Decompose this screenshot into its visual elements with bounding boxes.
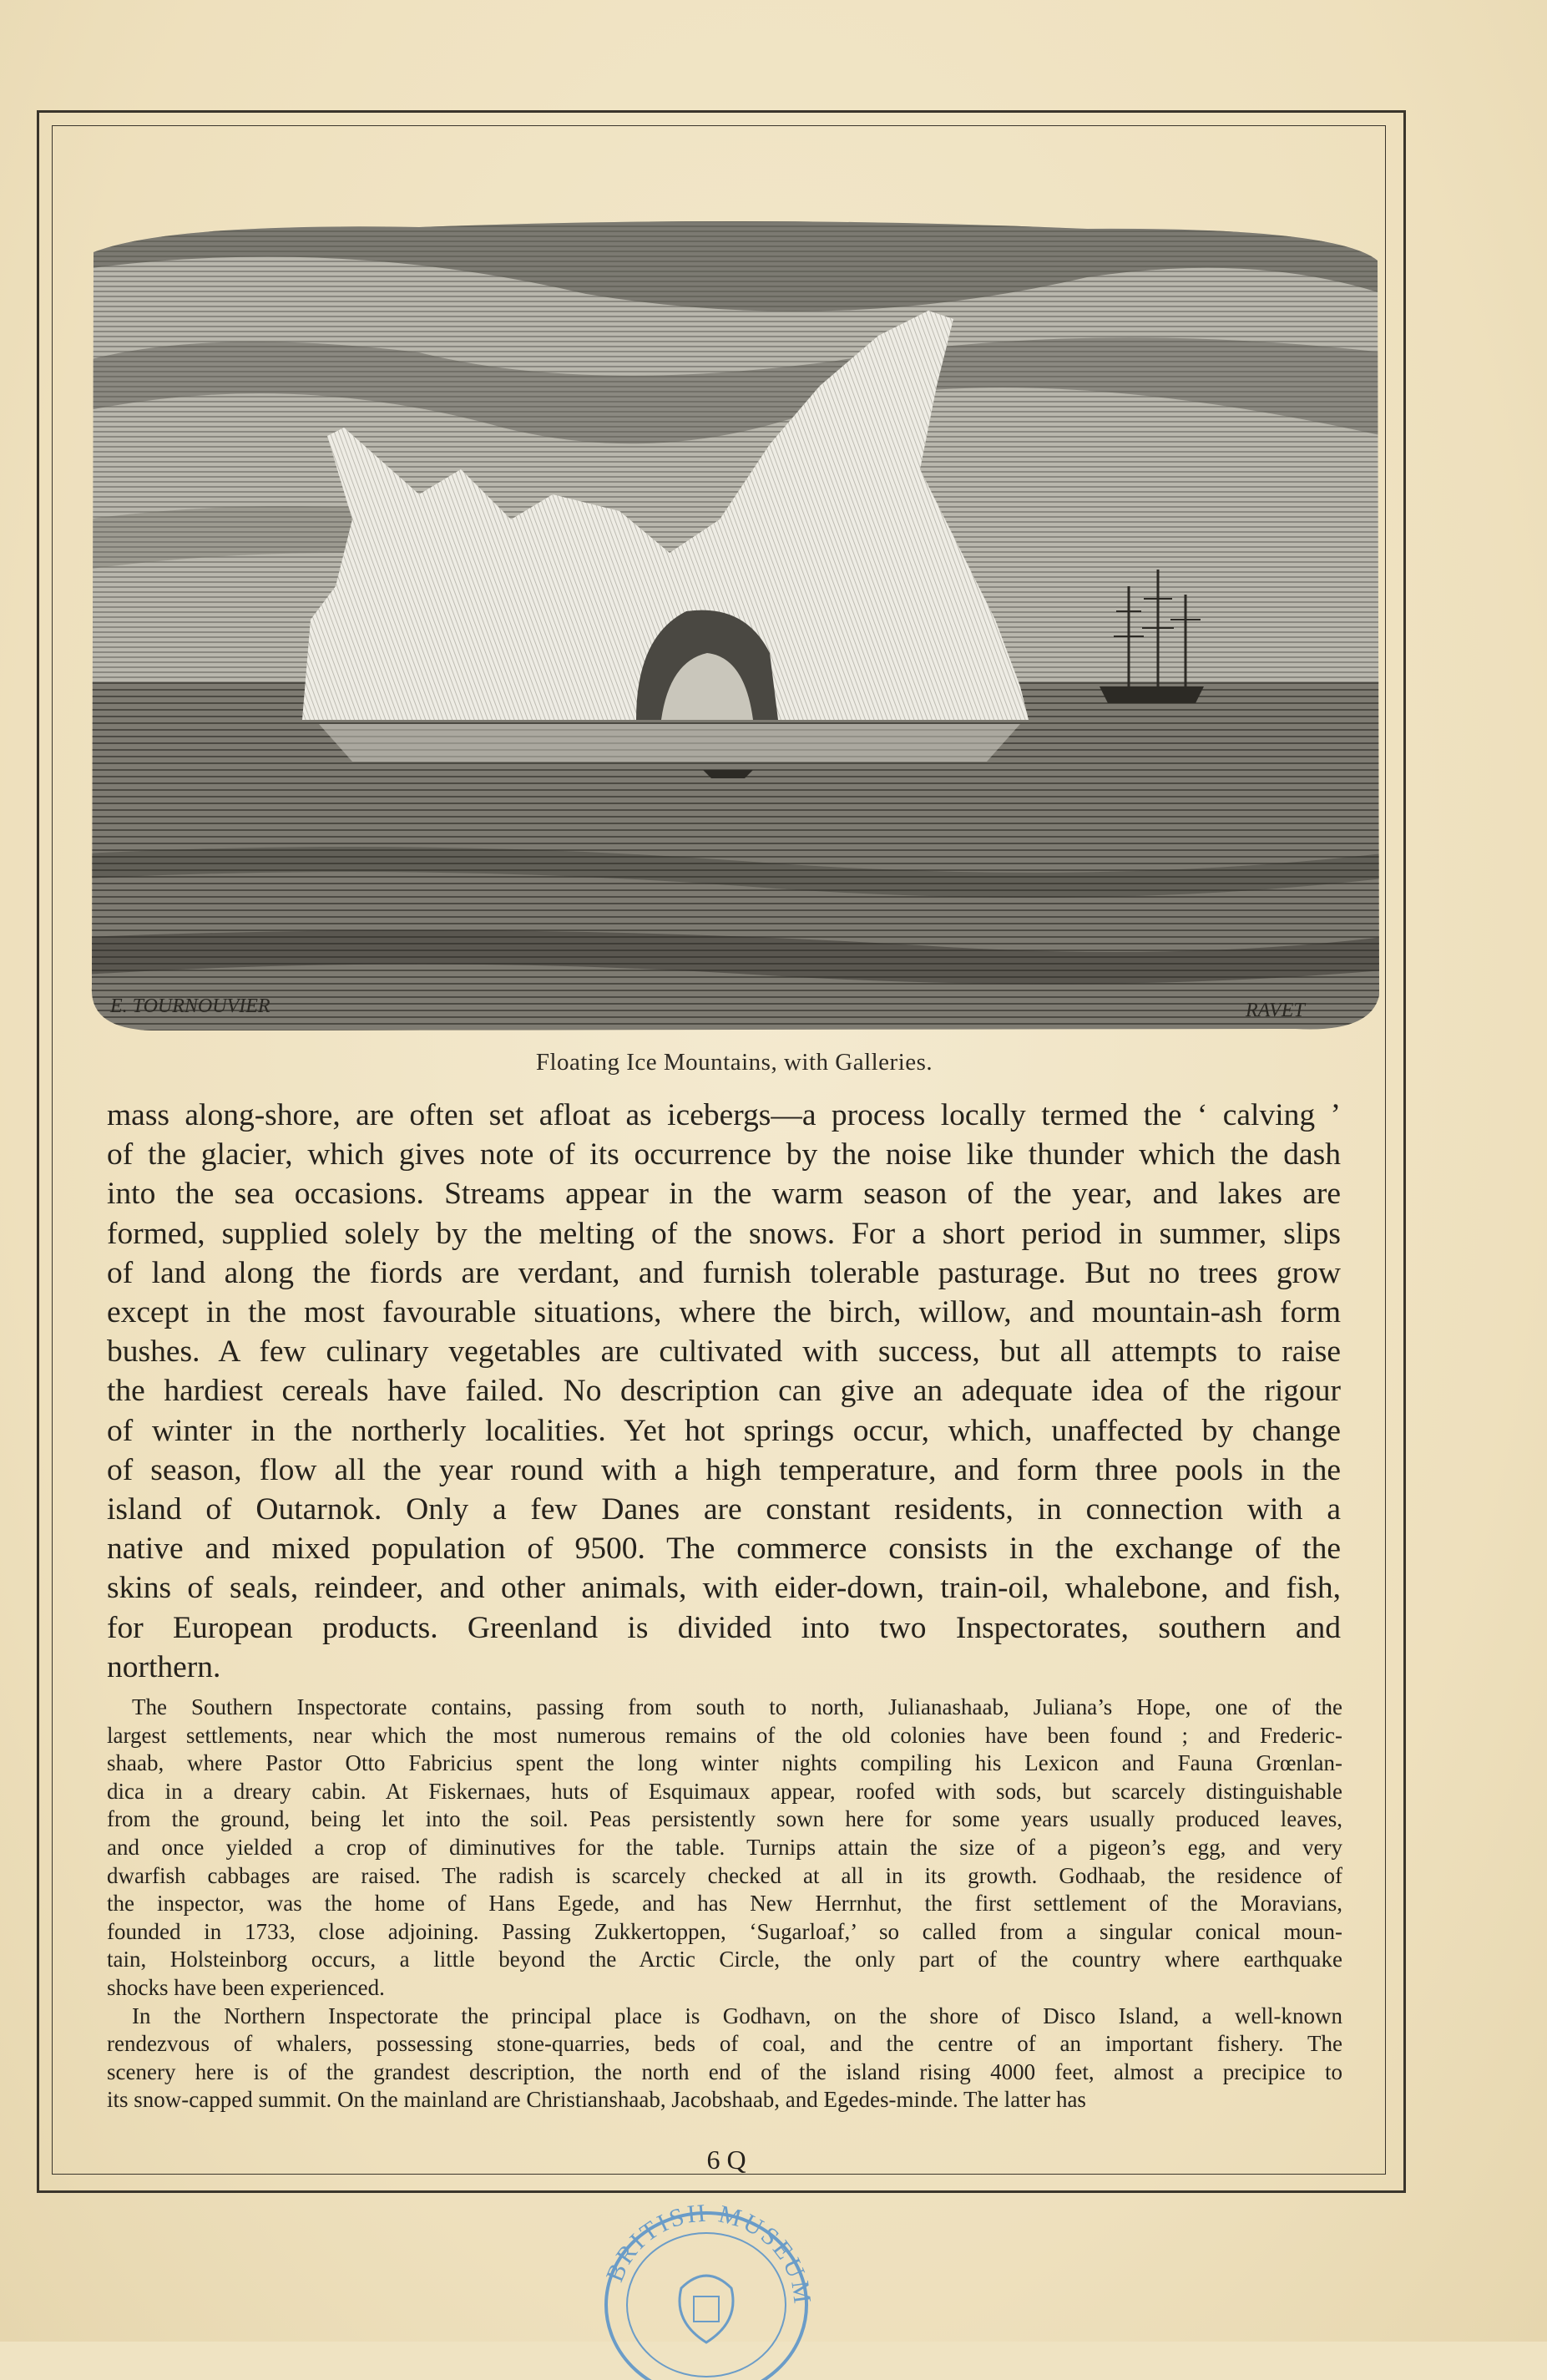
note-text-line: shocks have been experienced. [107, 1974, 385, 2000]
main-text-line: of the glacier, which gives note of its occurrence by the noise like thunder which the dash [107, 1137, 1341, 1172]
iceberg-engraving-svg [85, 219, 1383, 1037]
signature-mark: 6 Q [706, 2145, 746, 2175]
illustration-caption: Floating Ice Mountains, with Galleries. [535, 1049, 933, 1076]
main-text-line: for European products. Greenland is divided into two Inspectorates, southern and [107, 1610, 1341, 1645]
note-text-line: founded in 1733, close adjoining. Passing Zukkertoppen, ‘Sugarloaf,’ so called from a singular conical moun- [107, 1918, 1342, 1944]
note-text-line: The Southern Inspectorate contains, passing from south to north, Julianashaab, Juliana’s Hope, one of the [132, 1694, 1342, 1719]
note-text-line: largest settlements, near which the most numerous remains of the old colonies have been found ; and Frederic- [107, 1722, 1342, 1748]
note-text-line: the inspector, was the home of Hans Egede, and has New Herrnhut, the first settlement of the Moravians, [107, 1891, 1342, 1917]
note-text-line: scenery here is of the grandest description, the north end of the island rising 4000 feet, almost a precipice to [107, 2058, 1342, 2084]
stamp-label: BRITISH MUSEUM [600, 2199, 816, 2307]
main-paragraph [107, 1096, 1341, 1687]
main-text-line: except in the most favourable situations, where the birch, willow, and mountain-ash form [107, 1295, 1341, 1330]
note-text-line: tain, Holsteinborg occurs, a little beyond the Arctic Circle, the only part of the country where earthquake [107, 1947, 1342, 1972]
note-text-line: dwarfish cabbages are raised. The radish is scarcely checked at all in its growth. Godhaab, the residence of [107, 1862, 1342, 1888]
note-text-line: and once yielded a crop of diminutives for the table. Turnips attain the size of a pigeon’s egg, and very [107, 1834, 1342, 1860]
note-text-line: its snow-capped summit. On the mainland are Christianshaab, Jacobshaab, and Egedes-minde. The latter has [107, 2087, 1086, 2113]
main-text-line: of season, flow all the year round with a high temperature, and form three pools in the [107, 1452, 1341, 1487]
engraver-right-signature: RAVET [1246, 1000, 1305, 1021]
main-text-line: the hardiest cereals have failed. No description can give an adequate idea of the rigour [107, 1374, 1341, 1409]
main-text-line: of land along the fiords are verdant, and furnish tolerable pasturage. But no trees grow [107, 1255, 1341, 1290]
note-text-line: dica in a dreary cabin. At Fiskernaes, huts of Esquimaux appear, roofed with sods, but scarcely distinguishable [107, 1778, 1342, 1804]
note-paragraphs [107, 1694, 1342, 2114]
note-text-line: from the ground, being let into the soil. Peas persistently sown here for some years usually produced leaves, [107, 1806, 1342, 1832]
main-text-line: skins of seals, reindeer, and other animals, with eider-down, train-oil, whalebone, and fish, [107, 1571, 1341, 1606]
iceberg-engraving [85, 219, 1383, 1037]
note-text-line: rendezvous of whalers, possessing stone-quarries, beds of coal, and the centre of an important fishery. The [107, 2031, 1342, 2057]
main-text-line: of winter in the northerly localities. Yet hot springs occur, which, unaffected by change [107, 1413, 1341, 1448]
main-text-line: into the sea occasions. Streams appear in the warm season of the year, and lakes are [107, 1177, 1341, 1212]
engraver-left-signature: E. TOURNOUVIER [110, 995, 270, 1017]
main-text-line: mass along-shore, are often set afloat as icebergs—a process locally termed the ‘ calving ’ [107, 1098, 1341, 1132]
main-text-line: bushes. A few culinary vegetables are cultivated with success, but all attempts to raise [107, 1334, 1341, 1370]
main-text-line: native and mixed population of 9500. The commerce consists in the exchange of the [107, 1532, 1341, 1567]
main-text-line: northern. [107, 1649, 221, 1684]
main-text-line: island of Outarnok. Only a few Danes are constant residents, in connection with a [107, 1492, 1341, 1527]
note-text-line: In the Northern Inspectorate the principal place is Godhavn, on the shore of Disco Island, a well-known [132, 2003, 1342, 2028]
stamp-seal-icon [581, 2196, 832, 2380]
british-museum-stamp [581, 2196, 832, 2380]
note-text-line: shaab, where Pastor Otto Fabricius spent the long winter nights compiling his Lexicon and Fauna Grœnlan- [107, 1750, 1342, 1776]
main-text-line: formed, supplied solely by the melting of the snows. For a short period in summer, slips [107, 1216, 1341, 1251]
